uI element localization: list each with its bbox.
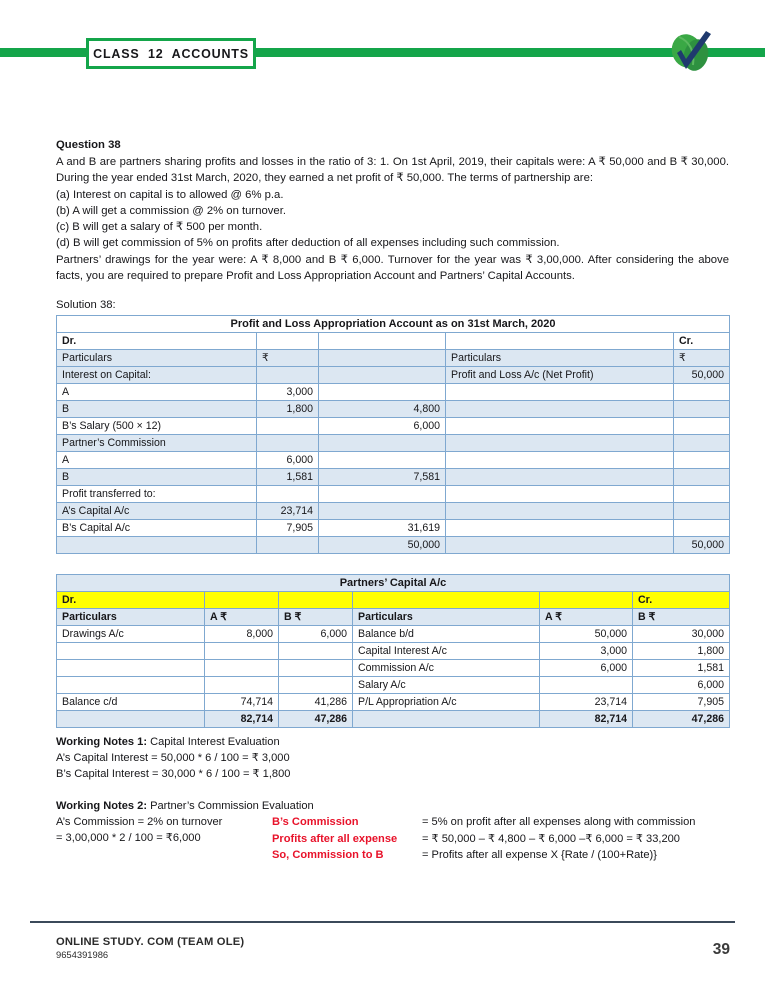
wn1-line-a: A’s Capital Interest = 50,000 * 6 / 100 = ₹ 3,000 — [56, 752, 290, 765]
profit-loss-appropriation-table — [56, 315, 730, 554]
cell-particulars-cr: Commission A/c — [353, 660, 540, 677]
cell-amount-cr — [674, 384, 730, 401]
table2-header-1: A ₹ — [205, 609, 279, 626]
table2-header-5: B ₹ — [633, 609, 730, 626]
wn2-right-row — [272, 831, 729, 848]
cell-total: 6,000 — [319, 418, 446, 435]
wn1-line-b: B’s Capital Interest = 30,000 * 6 / 100 = ₹ 1,800 — [56, 768, 291, 781]
cell-a-amount — [205, 643, 279, 660]
cell-amount-cr — [674, 486, 730, 503]
footer-phone: 9654391986 — [56, 949, 109, 960]
cell-total: 31,619 — [319, 520, 446, 537]
question-term-c: (c) B will get a salary of ₹ 500 per month. — [56, 221, 263, 234]
table2-header-4: A ₹ — [540, 609, 633, 626]
page-header — [0, 0, 765, 86]
page-footer — [56, 936, 736, 960]
wn2-val-profits-after-expense: = ₹ 50,000 – ₹ 4,800 – ₹ 6,000 –₹ 6,000 = ₹ 33,200 — [422, 832, 680, 845]
wn1-heading-line — [56, 734, 729, 750]
cell-amount — [257, 367, 319, 384]
cell-amount-cr: 50,000 — [674, 537, 730, 554]
table2-header-3: Particulars — [353, 609, 540, 626]
question-intro: A and B are partners sharing profits and losses in the ratio of 3: 1. On 1st April, 2019, their capitals were: A ₹ 50,000 and B ₹ 30,000. During the year ended 31st March, 2020, they earned a net profit of ₹ 50,000. The terms of partnership are: — [56, 156, 729, 185]
wn2-key-profits-after-expense: Profits after all expense — [272, 832, 398, 845]
table1-dr-label: Dr. — [57, 333, 257, 350]
cell-amount-cr — [674, 503, 730, 520]
cell-amount: 7,905 — [257, 520, 319, 537]
cell-particulars-cr: Profit and Loss A/c (Net Profit) — [446, 367, 674, 384]
table2-dr-label: Dr. — [57, 592, 205, 609]
cell-particulars: Partner’s Commission — [57, 435, 257, 452]
cell-b-amount: 6,000 — [279, 626, 353, 643]
cell-amount: 23,714 — [257, 503, 319, 520]
table-total-row — [57, 537, 730, 554]
table-row — [57, 503, 730, 520]
table-row — [57, 626, 730, 643]
cell-particulars: Profit transferred to: — [57, 486, 257, 503]
cell-particulars-cr — [446, 503, 674, 520]
cell-total: 50,000 — [319, 537, 446, 554]
table2-header-0: Particulars — [57, 609, 205, 626]
question-title: Question 38 — [56, 139, 121, 151]
cell-total: 4,800 — [319, 401, 446, 418]
cell-total — [319, 384, 446, 401]
table2-drcr-blank-2 — [279, 592, 353, 609]
working-notes-1 — [56, 734, 729, 782]
cell-amount-cr — [674, 452, 730, 469]
cell-particulars-cr: P/L Appropriation A/c — [353, 694, 540, 711]
cell-particulars-cr — [353, 711, 540, 728]
table-row — [57, 435, 730, 452]
table2-drcr-blank-1 — [205, 592, 279, 609]
cell-b-amount-cr: 6,000 — [633, 677, 730, 694]
class-badge — [86, 38, 256, 69]
cell-particulars: B — [57, 469, 257, 486]
cell-particulars: Drawings A/c — [57, 626, 205, 643]
table1-header-0: Particulars — [57, 350, 257, 367]
table1-cr-label: Cr. — [674, 333, 730, 350]
table-row — [57, 486, 730, 503]
table1-drcr-blank-2 — [319, 333, 446, 350]
cell-b-amount-cr: 30,000 — [633, 626, 730, 643]
working-notes-2 — [56, 798, 729, 864]
cell-particulars-cr — [446, 418, 674, 435]
table2-cr-label: Cr. — [633, 592, 730, 609]
cell-amount: 1,800 — [257, 401, 319, 418]
wn1-heading-rest: Capital Interest Evaluation — [147, 736, 280, 749]
partners-capital-table — [56, 574, 730, 728]
table-row — [57, 694, 730, 711]
cell-amount — [257, 418, 319, 435]
cell-total — [319, 503, 446, 520]
footer-divider — [30, 921, 735, 923]
table-row — [57, 401, 730, 418]
cell-particulars — [57, 660, 205, 677]
table-title-row — [57, 316, 730, 333]
cell-a-amount — [205, 677, 279, 694]
page-content — [56, 138, 729, 864]
cell-a-amount: 8,000 — [205, 626, 279, 643]
table-row — [57, 520, 730, 537]
question-term-a: (a) Interest on capital is to allowed @ 6% p.a. — [56, 188, 284, 201]
wn2-heading-line — [56, 798, 729, 814]
cell-particulars-cr: Capital Interest A/c — [353, 643, 540, 660]
wn2-right-column — [272, 814, 729, 864]
cell-particulars: Interest on Capital: — [57, 367, 257, 384]
cell-particulars-cr: Salary A/c — [353, 677, 540, 694]
table-row — [57, 384, 730, 401]
table2-drcr-blank-4 — [540, 592, 633, 609]
cell-a-amount — [205, 660, 279, 677]
wn2-right-row — [272, 847, 729, 864]
cell-particulars-cr — [446, 435, 674, 452]
wn1-heading: Working Notes 1: — [56, 736, 148, 749]
wn-spacer — [56, 782, 729, 798]
question-term-d: (d) B will get commission of 5% on profits after deduction of all expenses including such commission. — [56, 237, 560, 250]
table1-header-3: Particulars — [446, 350, 674, 367]
cell-particulars: A — [57, 452, 257, 469]
cell-b-amount: 41,286 — [279, 694, 353, 711]
cell-b-total-cr: 47,286 — [633, 711, 730, 728]
table2-drcr-blank-3 — [353, 592, 540, 609]
cell-particulars: B’s Capital A/c — [57, 520, 257, 537]
cell-particulars-cr: Balance b/d — [353, 626, 540, 643]
cell-particulars: Balance c/d — [57, 694, 205, 711]
cell-b-amount — [279, 677, 353, 694]
cell-particulars — [57, 677, 205, 694]
cell-particulars-cr — [446, 537, 674, 554]
cell-a-total: 82,714 — [205, 711, 279, 728]
table-drcr-row — [57, 592, 730, 609]
question-term-b: (b) A will get a commission @ 2% on turnover. — [56, 204, 286, 217]
cell-b-amount-cr: 1,800 — [633, 643, 730, 660]
table1-title: Profit and Loss Appropriation Account as on 31st March, 2020 — [57, 316, 730, 333]
cell-particulars: A’s Capital A/c — [57, 503, 257, 520]
cell-amount — [257, 435, 319, 452]
wn2-left-column — [56, 814, 272, 864]
table1-header-2 — [319, 350, 446, 367]
table-row — [57, 677, 730, 694]
cell-particulars-cr — [446, 469, 674, 486]
cell-amount-cr — [674, 401, 730, 418]
cell-a-amount-cr — [540, 677, 633, 694]
table-row — [57, 367, 730, 384]
cell-particulars — [57, 537, 257, 554]
cell-total — [319, 435, 446, 452]
leaf-check-logo — [663, 27, 719, 79]
table1-header-1: ₹ — [257, 350, 319, 367]
table-row — [57, 452, 730, 469]
wn2-heading: Working Notes 2: — [56, 800, 148, 813]
cell-particulars — [57, 643, 205, 660]
table-row — [57, 469, 730, 486]
table1-drcr-blank-3 — [446, 333, 674, 350]
table-spacer — [56, 554, 729, 574]
table2-title: Partners’ Capital A/c — [57, 575, 730, 592]
cell-amount: 6,000 — [257, 452, 319, 469]
wn2-left-line-1: A’s Commission = 2% on turnover — [56, 816, 223, 829]
table1-drcr-blank-1 — [257, 333, 319, 350]
cell-amount-cr — [674, 469, 730, 486]
cell-amount-cr — [674, 435, 730, 452]
table-header-row — [57, 609, 730, 626]
cell-amount: 3,000 — [257, 384, 319, 401]
wn2-columns — [56, 814, 729, 864]
cell-particulars-cr — [446, 520, 674, 537]
table1-header-4: ₹ — [674, 350, 730, 367]
cell-a-total-cr: 82,714 — [540, 711, 633, 728]
cell-particulars-cr — [446, 384, 674, 401]
table-row — [57, 660, 730, 677]
wn2-left-line-2: = 3,00,000 * 2 / 100 = ₹6,000 — [56, 832, 201, 845]
wn2-key-b-commission: B’s Commission — [272, 816, 359, 829]
table-title-row — [57, 575, 730, 592]
table-header-row — [57, 350, 730, 367]
class-badge-label: CLASS 12 ACCOUNTS — [93, 46, 249, 61]
cell-amount: 1,581 — [257, 469, 319, 486]
cell-a-amount-cr: 3,000 — [540, 643, 633, 660]
cell-a-amount-cr: 50,000 — [540, 626, 633, 643]
wn2-val-b-commission: = 5% on profit after all expenses along with commission — [422, 816, 696, 829]
cell-amount-cr — [674, 418, 730, 435]
cell-a-amount-cr: 23,714 — [540, 694, 633, 711]
cell-amount-cr — [674, 520, 730, 537]
wn2-right-row — [272, 814, 729, 831]
cell-b-total: 47,286 — [279, 711, 353, 728]
table-row — [57, 418, 730, 435]
cell-particulars-cr — [446, 401, 674, 418]
cell-total — [319, 486, 446, 503]
cell-particulars: B — [57, 401, 257, 418]
cell-b-amount — [279, 660, 353, 677]
cell-b-amount-cr: 7,905 — [633, 694, 730, 711]
page-number: 39 — [712, 941, 730, 958]
wn2-heading-rest: Partner’s Commission Evaluation — [147, 800, 314, 813]
cell-particulars: A — [57, 384, 257, 401]
cell-amount — [257, 486, 319, 503]
solution-label: Solution 38: — [56, 299, 116, 312]
wn2-key-commission-to-b: So, Commission to B — [272, 849, 384, 862]
cell-a-amount-cr: 6,000 — [540, 660, 633, 677]
table-row — [57, 643, 730, 660]
cell-amount — [257, 537, 319, 554]
cell-total — [319, 452, 446, 469]
cell-total: 7,581 — [319, 469, 446, 486]
cell-particulars — [57, 711, 205, 728]
cell-total — [319, 367, 446, 384]
cell-amount-cr: 50,000 — [674, 367, 730, 384]
cell-a-amount: 74,714 — [205, 694, 279, 711]
cell-particulars: B’s Salary (500 × 12) — [57, 418, 257, 435]
cell-particulars-cr — [446, 486, 674, 503]
wn2-val-commission-to-b: = Profits after all expense X {Rate / (100+Rate)} — [422, 849, 657, 862]
footer-site-name: ONLINE STUDY. COM (TEAM OLE) — [56, 936, 245, 948]
table-total-row — [57, 711, 730, 728]
table-drcr-row — [57, 333, 730, 350]
cell-b-amount — [279, 643, 353, 660]
table2-header-2: B ₹ — [279, 609, 353, 626]
cell-b-amount-cr: 1,581 — [633, 660, 730, 677]
cell-particulars-cr — [446, 452, 674, 469]
question-closing: Partners’ drawings for the year were: A ₹ 8,000 and B ₹ 6,000. Turnover for the year was ₹ 3,00,000. After considering the above facts, you are required to prepare Profit and Loss Appropriation Account and Partners’ Capital Accounts. — [56, 253, 729, 283]
